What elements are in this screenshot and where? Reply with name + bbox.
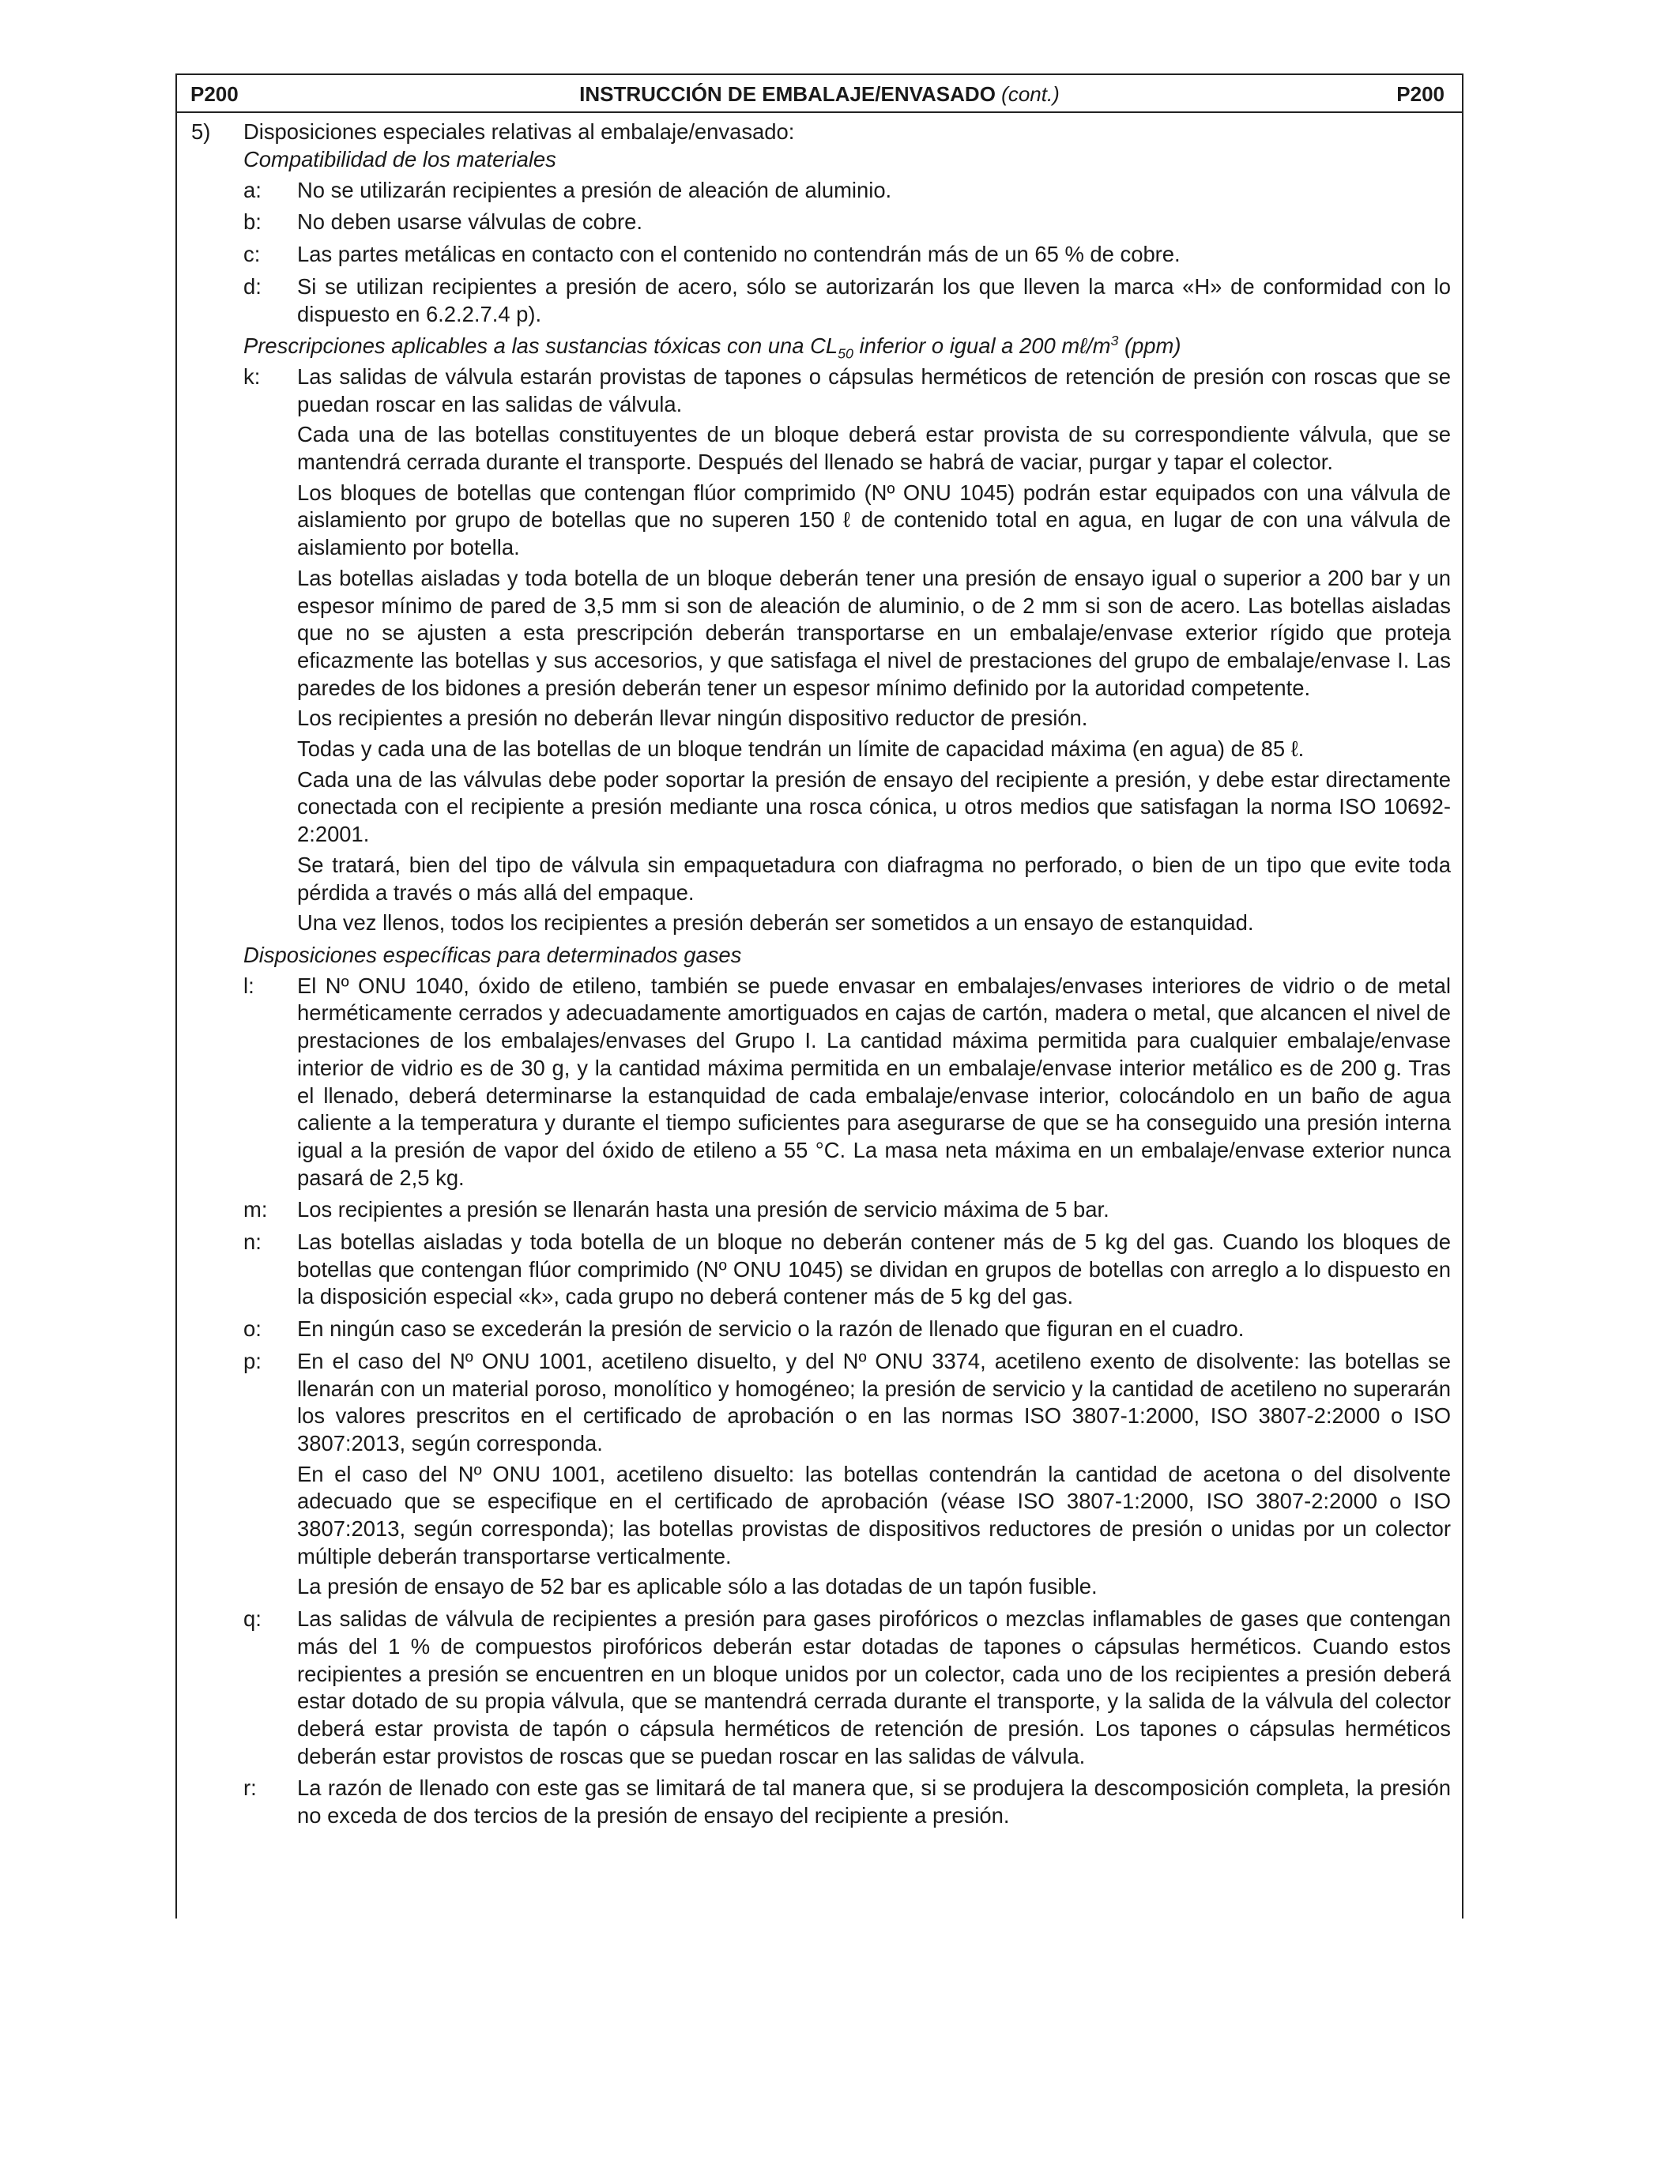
provision-letter: c: <box>243 242 261 267</box>
heading-superscript: 3 <box>1110 333 1119 349</box>
provision-letter: k: <box>243 363 261 389</box>
group-heading-materials: Compatibilidad de los materiales <box>243 147 556 171</box>
section-heading <box>177 113 1462 145</box>
heading-part: inferior o igual a 200 mℓ/m <box>853 333 1111 359</box>
provision-text: Los recipientes a presión no deberán llevar ningún dispositivo reductor de presión. <box>297 706 1088 731</box>
provision-letter: q: <box>243 1606 262 1632</box>
provision-item <box>243 1229 1451 1311</box>
provision-item <box>243 241 1451 269</box>
group-heading-toxic <box>243 333 1451 360</box>
provision-text: Todas y cada una de las botellas de un bloque tendrán un límite de capacidad máxima (en agua) de 85 ℓ. <box>297 736 1305 762</box>
provision-item <box>243 973 1451 1192</box>
provision-text: Si se utilizan recipientes a presión de acero, sólo se autorizarán los que lleven la marca «H» de conformidad con lo dispuesto en 6.2.2.7.4 p). <box>297 273 1451 326</box>
section-content <box>243 146 1451 1830</box>
provision-text: Los recipientes a presión se llenarán hasta una presión de servicio máxima de 5 bar. <box>297 1197 1109 1222</box>
group-heading-gases: Disposiciones específicas para determinados gases <box>243 942 742 967</box>
provision-letter: n: <box>243 1229 262 1255</box>
heading-part: Prescripciones aplicables a las sustancias tóxicas con una CL <box>243 333 838 359</box>
instruction-title-suffix: (cont.) <box>1001 82 1060 106</box>
instruction-title <box>177 82 1462 107</box>
instruction-code-right: P200 <box>1396 82 1445 106</box>
provision-text: No se utilizarán recipientes a presión de aleación de aluminio. <box>297 177 892 202</box>
provision-text: Los bloques de botellas que contengan flúor comprimido (Nº ONU 1045) podrán estar equipados con una válvula de aislamiento por grupo de botellas que no superen 150 ℓ de contenido total en agua, en lugar de con una válvula de aislamiento por botella. <box>297 480 1451 560</box>
provision-item <box>243 1316 1451 1343</box>
table-body <box>177 113 1462 1830</box>
provision-letter: b: <box>243 209 262 235</box>
provision-text: Las botellas aisladas y toda botella de un bloque no deberán contener más de 5 kg del gas. Cuando los bloques de botellas que contengan flúor comprimido (Nº ONU 1045) se dividan en grupos de botellas con arreglo a lo dispuesto en la disposición especial «k», cada grupo no deberá contener más de 5 kg del gas. <box>297 1229 1451 1309</box>
provision-item <box>243 177 1451 205</box>
provision-item <box>243 273 1451 328</box>
instruction-code-left: P200 <box>190 82 239 106</box>
provision-text: En el caso del Nº ONU 1001, acetileno disuelto, y del Nº ONU 3374, acetileno exento de disolvente: las botellas se llenarán con un material poroso, monolítico y homogéneo; la presión de servicio y la cantidad de acetileno no superarán los valores prescritos en el certificado de aprobación o en las normas ISO 3807-1:2000, ISO 3807-2:2000 o ISO 3807:2013, según corresponda. <box>297 1348 1451 1455</box>
table-header <box>177 75 1462 113</box>
provision-item <box>243 1196 1451 1224</box>
provision-item <box>243 1606 1451 1770</box>
provision-text: La presión de ensayo de 52 bar es aplicable sólo a las dotadas de un tapón fusible. <box>297 1574 1098 1599</box>
provision-text: Las botellas aisladas y toda botella de un bloque deberán tener una presión de ensayo igual o superior a 200 bar y un espesor mínimo de pared de 3,5 mm si son de aleación de aluminio, o de 2 mm si son de acero. Las botellas aisladas que no se ajusten a esta prescripción deberán transportarse en un embalaje/envase exterior rígido que proteja eficazmente las botellas y sus accesorios, y que satisfaga el nivel de prestaciones del grupo de embalaje/envase I. Las paredes de los bidones a presión deberán tener un espesor mínimo definido por la autoridad competente. <box>297 565 1451 700</box>
provision-text: El Nº ONU 1040, óxido de etileno, también se puede envasar en embalajes/envases interiores de vidrio o de metal herméticamente cerrados y adecuadamente amortiguados en cajas de cartón, madera o metal, que alcancen el nivel de prestaciones de los embalajes/envases del Grupo I. La cantidad máxima permitida para cualquier embalaje/envase interior de vidrio es de 30 g, y la cantidad máxima permitida en un embalaje/envase interior metálico es de 200 g. Tras el llenado, deberá determinarse la estanquidad de cada embalaje/envase interior, colocándolo en un baño de agua caliente a la temperatura y durante el tiempo suficientes para asegurarse de que se ha conseguido una presión interna igual a la presión de vapor del óxido de etileno a 55 °C. La masa neta máxima en un embalaje/envase exterior nunca pasará de 2,5 kg. <box>297 973 1451 1190</box>
provision-text: Cada una de las válvulas debe poder soportar la presión de ensayo del recipiente a presión, y debe estar directamente conectada con el recipiente a presión mediante una rosca cónica, u otros medios que satisfagan la norma ISO 10692-2:2001. <box>297 766 1451 847</box>
provision-item <box>243 1348 1451 1601</box>
provision-text: En ningún caso se excederán la presión de servicio o la razón de llenado que figuran en el cuadro. <box>297 1316 1245 1342</box>
provision-letter: d: <box>243 273 262 299</box>
section-title: Disposiciones especiales relativas al embalaje/envasado: <box>243 119 795 144</box>
provision-text: En el caso del Nº ONU 1001, acetileno disuelto: las botellas contendrán la cantidad de acetona o del disolvente adecuado que se especifique en el certificado de aprobación (véase ISO 3807-1:2000, ISO 3807-2:2000 o ISO 3807:2013, según corresponda); las botellas provistas de dispositivos reductores de presión o unidas por un colector múltiple deberán transportarse verticalmente. <box>297 1461 1451 1568</box>
heading-part: (ppm) <box>1118 333 1181 359</box>
provision-text: La razón de llenado con este gas se limitará de tal manera que, si se produjera la descomposición completa, la presión no exceda de dos tercios de la presión de ensayo del recipiente a presión. <box>297 1775 1451 1828</box>
provision-text: Las salidas de válvula de recipientes a presión para gases pirofóricos o mezclas inflamables de gases que contengan más del 1 % de compuestos pirofóricos deberán estar dotadas de tapones o cápsulas herméticos. Cuando estos recipientes a presión se encuentren en un bloque unidos por un colector, cada uno de los recipientes a presión deberá estar dotado de su propia válvula, que se mantendrá cerrada durante el transporte, y la salida de la válvula del colector deberá estar provista de tapón o cápsula herméticos de retención de presión. Los tapones o cápsulas herméticos deberán estar provistos de roscas que se puedan roscar en las salidas de válvula. <box>297 1606 1451 1768</box>
provision-text: Las salidas de válvula estarán provistas de tapones o cápsulas herméticos de retención de presión con roscas que se puedan roscar en las salidas de válvula. <box>297 363 1451 416</box>
provision-text: Cada una de las botellas constituyentes de un bloque deberá estar provista de su correspondiente válvula, que se mantendrá cerrada durante el transporte. Después del llenado se habrá de vaciar, purgar y tapar el colector. <box>297 422 1451 475</box>
provision-letter: r: <box>243 1775 257 1801</box>
provision-item <box>243 1775 1451 1829</box>
provision-item <box>243 363 1451 937</box>
instruction-table <box>175 73 1463 1919</box>
provision-letter: p: <box>243 1348 262 1373</box>
heading-subscript: 50 <box>838 345 853 362</box>
provision-text: No deben usarse válvulas de cobre. <box>297 209 642 235</box>
provision-letter: o: <box>243 1316 262 1342</box>
provision-text: Una vez llenos, todos los recipientes a presión deberán ser sometidos a un ensayo de estanquidad. <box>297 910 1254 936</box>
provision-letter: a: <box>243 177 262 202</box>
provision-text: Se tratará, bien del tipo de válvula sin empaquetadura con diafragma no perforado, o bien de un tipo que evite toda pérdida a través o más allá del empaque. <box>297 852 1451 905</box>
provision-letter: l: <box>243 973 254 998</box>
section-number: 5) <box>191 119 211 144</box>
provision-text: Las partes metálicas en contacto con el contenido no contendrán más de un 65 % de cobre. <box>297 242 1181 267</box>
provision-item <box>243 209 1451 236</box>
instruction-title-text: INSTRUCCIÓN DE EMBALAJE/ENVASADO <box>579 82 996 106</box>
provision-letter: m: <box>243 1197 268 1222</box>
